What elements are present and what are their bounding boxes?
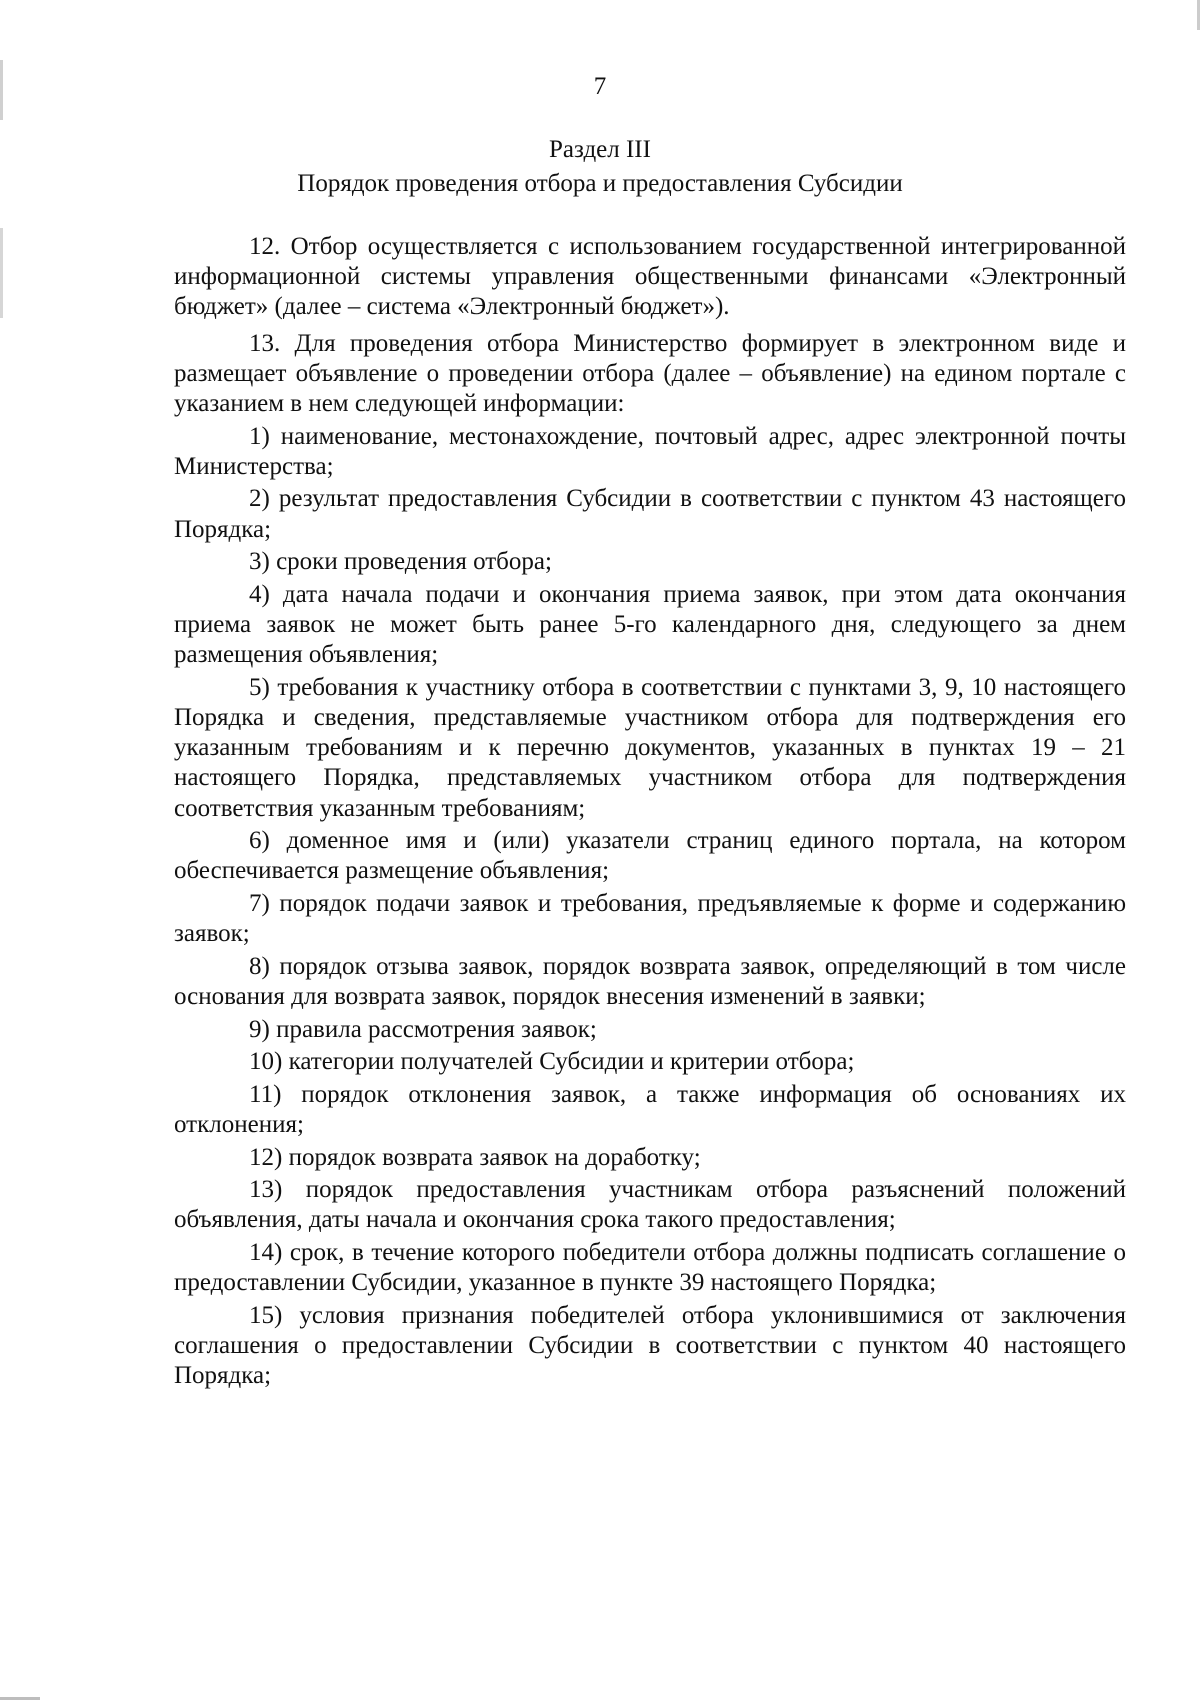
list-item: 14) срок, в течение которого победители отбора должны подписать соглашение о предоставлении Субсидии, указанное в пункте 39 настоящего Порядка; xyxy=(174,1238,1126,1297)
paragraph: 12. Отбор осуществляется с использованием государственной интегрированной информационной системы управления общественными финансами «Электронный бюджет» (далее – система «Электронный бюджет»). xyxy=(174,233,1126,321)
list-item: 5) требования к участнику отбора в соответствии с пунктами 3, 9, 10 настоящего Порядка и сведения, представляемые участником отбора для подтверждения его указанным требованиям и к перечню документов, указанных в пунктах 19 – 21 настоящего Порядка, представляемых участником отбора для подтверждения соответствия указанным требованиям; xyxy=(174,673,1126,822)
list-item: 13) порядок предоставления участникам отбора разъяснений положений объявления, даты начала и окончания срока такого предоставления; xyxy=(174,1176,1126,1234)
paragraph: 13. Для проведения отбора Министерство формирует в электронном виде и размещает объявление о проведении отбора (далее – объявление) на едином портале с указанием в нем следующей информации: xyxy=(174,329,1126,418)
section-heading: Раздел III xyxy=(549,136,651,163)
list-item: 3) сроки проведения отбора; xyxy=(249,548,552,576)
list-item: 15) условия признания победителей отбора уклонившимися от заключения соглашения о предоставлении Субсидии в соответствии с пунктом 40 настоящего Порядка; xyxy=(174,1301,1126,1390)
list-item: 9) правила рассмотрения заявок; xyxy=(249,1015,597,1043)
list-item: 12) порядок возврата заявок на доработку; xyxy=(249,1143,701,1171)
list-item: 10) категории получателей Субсидии и критерии отбора; xyxy=(249,1048,855,1076)
list-item: 7) порядок подачи заявок и требования, предъявляемые к форме и содержанию заявок; xyxy=(174,890,1126,948)
list-item: 8) порядок отзыва заявок, порядок возврата заявок, определяющий в том числе основания для возврата заявок, порядок внесения изменений в заявки; xyxy=(174,952,1126,1010)
document-body xyxy=(174,232,1126,1394)
list-item: 6) доменное имя и (или) указатели страниц единого портала, на котором обеспечивается размещение объявления; xyxy=(174,827,1126,885)
scan-edge-mark xyxy=(0,228,3,318)
list-item: 2) результат предоставления Субсидии в соответствии с пунктом 43 настоящего Порядка; xyxy=(174,485,1126,543)
page-number: 7 xyxy=(593,73,607,100)
list-item: 4) дата начала подачи и окончания приема заявок, при этом дата окончания приема заявок не может быть ранее 5-го календарного дня, следующего за днем размещения объявления; xyxy=(174,580,1126,669)
list-item: 11) порядок отклонения заявок, а также информация об основаниях их отклонения; xyxy=(174,1080,1126,1138)
section-title: Порядок проведения отбора и предоставления Субсидии xyxy=(297,170,903,197)
list-item: 1) наименование, местонахождение, почтовый адрес, адрес электронной почты Министерства; xyxy=(174,422,1126,480)
